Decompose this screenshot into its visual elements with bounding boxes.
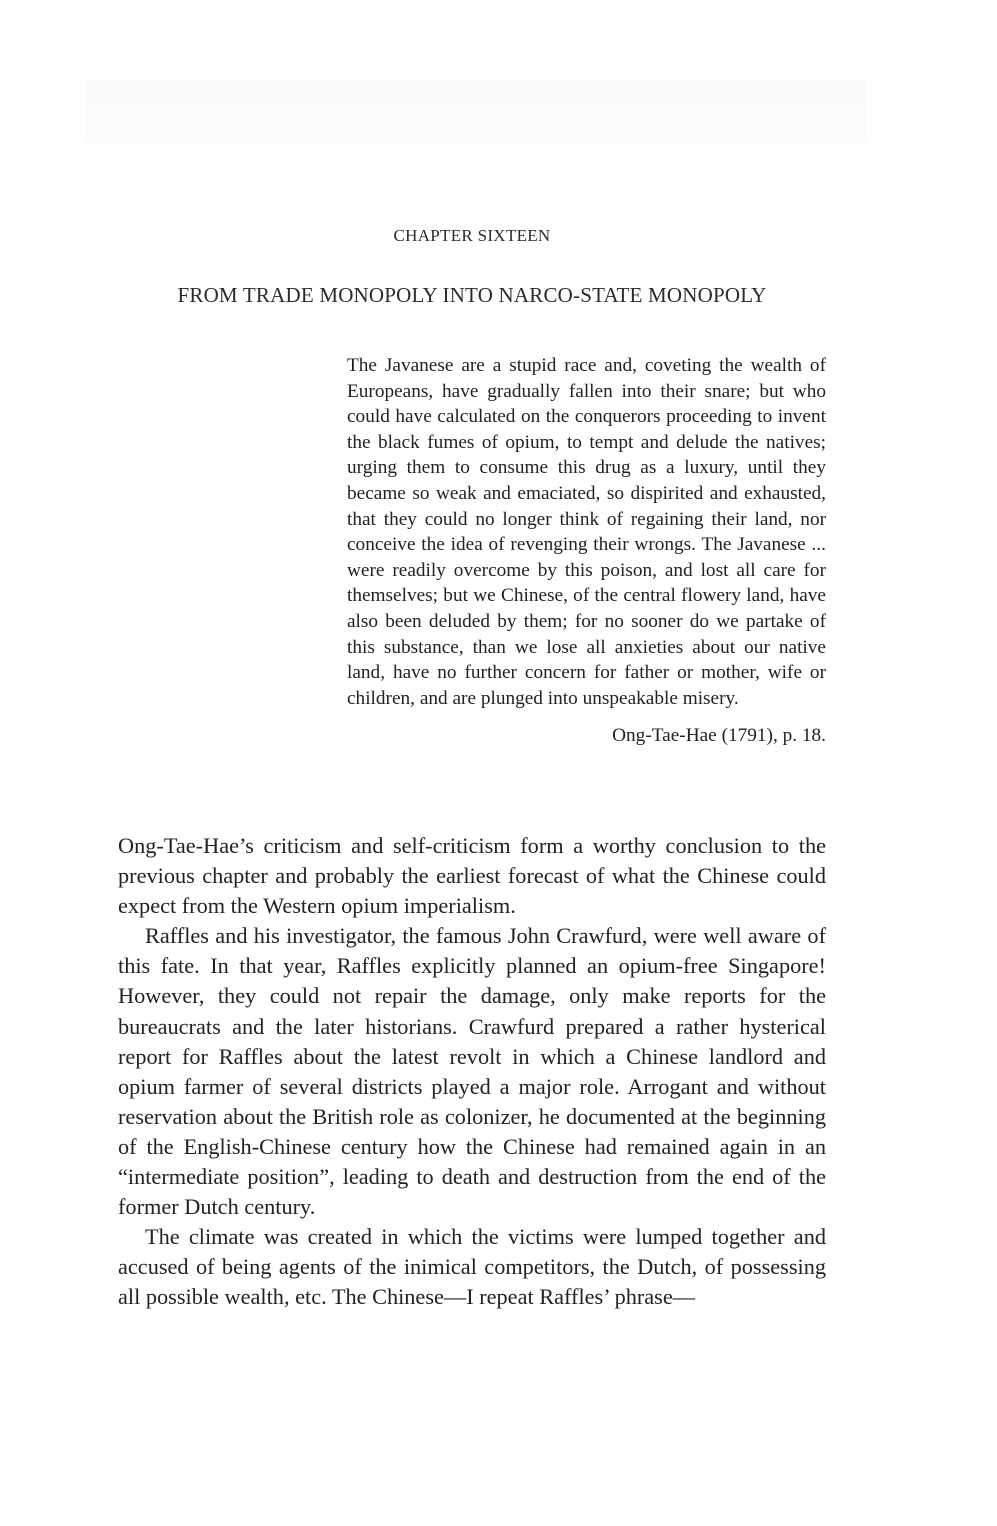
epigraph-source: Ong-Tae-Hae (1791), p. 18. [612,725,826,747]
epigraph [347,353,826,749]
page-header-shade [86,80,866,150]
body-paragraph: Ong-Tae-Hae’s criticism and self-criticism form a worthy conclusion to the previous chapter and probably the earliest forecast of what the Chinese could expect from the Western opium imperialism. [118,833,826,919]
body-text [118,831,826,1313]
body-paragraph: The climate was created in which the victims were lumped together and accused of being agents of the inimical competitors, the Dutch, of possessing all possible wealth, etc. The Chinese—I repeat Raffles’ phrase— [118,1224,826,1310]
body-paragraph: Raffles and his investigator, the famous John Crawfurd, were well aware of this fate. In that year, Raffles explicitly planned an opium-free Singapore! However, they could not repair the damage, only make reports for the bureaucrats and the later historians. Crawfurd prepared a rather hysterical report for Raffles about the latest revolt in which a Chinese landlord and opium farmer of several districts played a major role. Arrogant and without reservation about the British role as colonizer, he documented at the beginning of the English-Chinese century how the Chinese had remained again in an “intermediate position”, leading to death and destruction from the end of the former Dutch century. [118,923,826,1220]
epigraph-quote: The Javanese are a stupid race and, coveting the wealth of Europeans, have gradually fallen into their snare; but who could have calculated on the conquerors proceeding to invent the black fumes of opium, to tempt and delude the natives; urging them to consume this drug as a luxury, until they became so weak and emaciated, so dispirited and exhausted, that they could no longer think of regaining their land, nor conceive the idea of revenging their wrongs. The Javanese ... were readily overcome by this poison, and lost all care for themselves; but we Chinese, of the central flowery land, have also been deluded by them; for no sooner do we partake of this substance, than we lose all anxieties about our native land, have no further concern for father or mother, wife or children, and are plunged into unspeakable misery. [347,355,826,709]
chapter-title: FROM TRADE MONOPOLY INTO NARCO-STATE MONOPOLY [177,283,767,307]
chapter-label: CHAPTER SIXTEEN [393,226,551,245]
